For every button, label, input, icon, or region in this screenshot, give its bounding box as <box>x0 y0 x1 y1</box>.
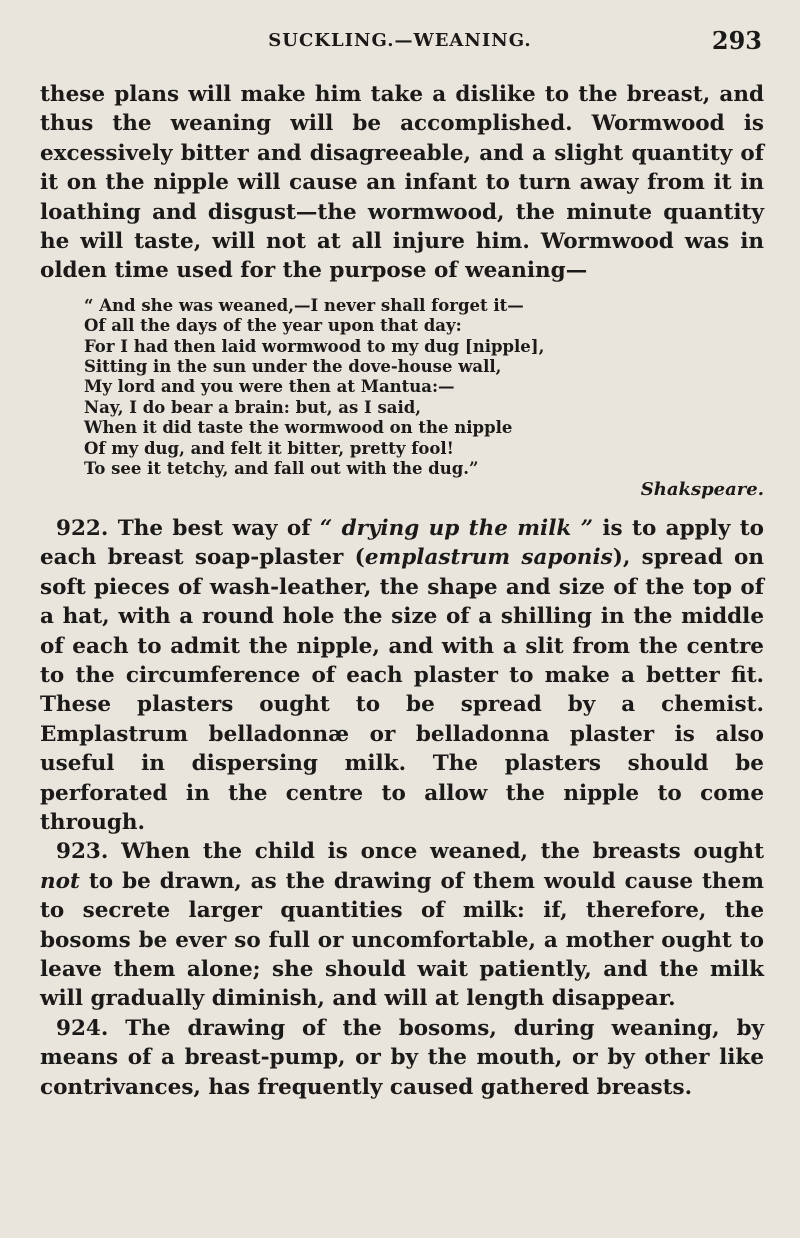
paragraph-923-text: 923. When the child is once weaned, the breasts ought <box>56 839 764 865</box>
page-number: 293 <box>711 26 762 55</box>
quote-line: To see it tetchy, and fall out with the dug.” <box>84 459 479 479</box>
paragraph-924: 924. The drawing of the bosoms, during weaning, by means of a breast-pump, or by the mouth, or by other like contrivances, has frequently caused gathered breasts. <box>40 1015 764 1100</box>
quote-line: For I had then laid wormwood to my dug [nipple], <box>84 336 545 356</box>
paragraph-922-latin: emplastrum saponis <box>364 545 613 571</box>
paragraph-923-text: to be drawn, as the drawing of them would cause them to secrete larger quantities of milk: if, therefore, the bosoms be ever so full or uncomfortable, a mother ought to leave them alone; she should wait patiently, and the milk will gradually diminish, and will at length disappear. <box>40 868 764 1012</box>
quote-line: Of all the days of the year upon that day: <box>84 316 462 336</box>
paragraph-923 <box>40 837 764 1013</box>
quote-line: When it did taste the wormwood on the nipple <box>84 418 513 438</box>
paragraph-922-text: ), spread on soft pieces of wash-leather, the shape and size of the top of a hat, with a round hole the size of a shilling in the middle of each to admit the nipple, and with a slit from the centre to the circumference of each plaster to make a better fit. These plasters ought to be spread by a chemist. Emplastrum belladonnæ or belladonna plaster is also useful in dispersing milk. The plasters should be perforated in the centre to allow the nipple to come through. <box>40 545 764 835</box>
running-title: SUCKLING.—WEANING. <box>268 30 532 51</box>
shakespeare-quote <box>84 296 764 500</box>
paragraph-922 <box>40 514 764 837</box>
paragraph-923-emphasis: not <box>40 868 80 894</box>
quote-line: Nay, I do bear a brain: but, as I said, <box>84 397 422 417</box>
quote-line: “ And she was weaned,—I never shall forget it— <box>84 295 524 315</box>
intro-paragraph: these plans will make him take a dislike to the breast, and thus the weaning will be accomplished. Wormwood is excessively bitter and disagreeable, and a slight quantity of it on the nipple will cause an infant to turn away from it in loathing and disgust—the wormwood, the minute quantity he will taste, will not at all injure him. Wormwood was in olden time used for the purpose of weaning— <box>40 82 764 284</box>
quote-attribution: Shakspeare. <box>640 478 764 500</box>
paragraph-922-emphasis: “ drying up the milk ” <box>319 515 594 541</box>
quote-line: Sitting in the sun under the dove-house wall, <box>84 357 502 377</box>
quote-line: My lord and you were then at Mantua:— <box>84 377 455 397</box>
quote-line: Of my dug, and felt it bitter, pretty fool! <box>84 438 454 458</box>
paragraph-922-text: 922. The best way of <box>56 515 320 541</box>
page-header <box>38 22 762 62</box>
body-text <box>40 80 764 1102</box>
paragraph-922-text: is to apply to each breast soap-plaster ( <box>40 515 764 571</box>
